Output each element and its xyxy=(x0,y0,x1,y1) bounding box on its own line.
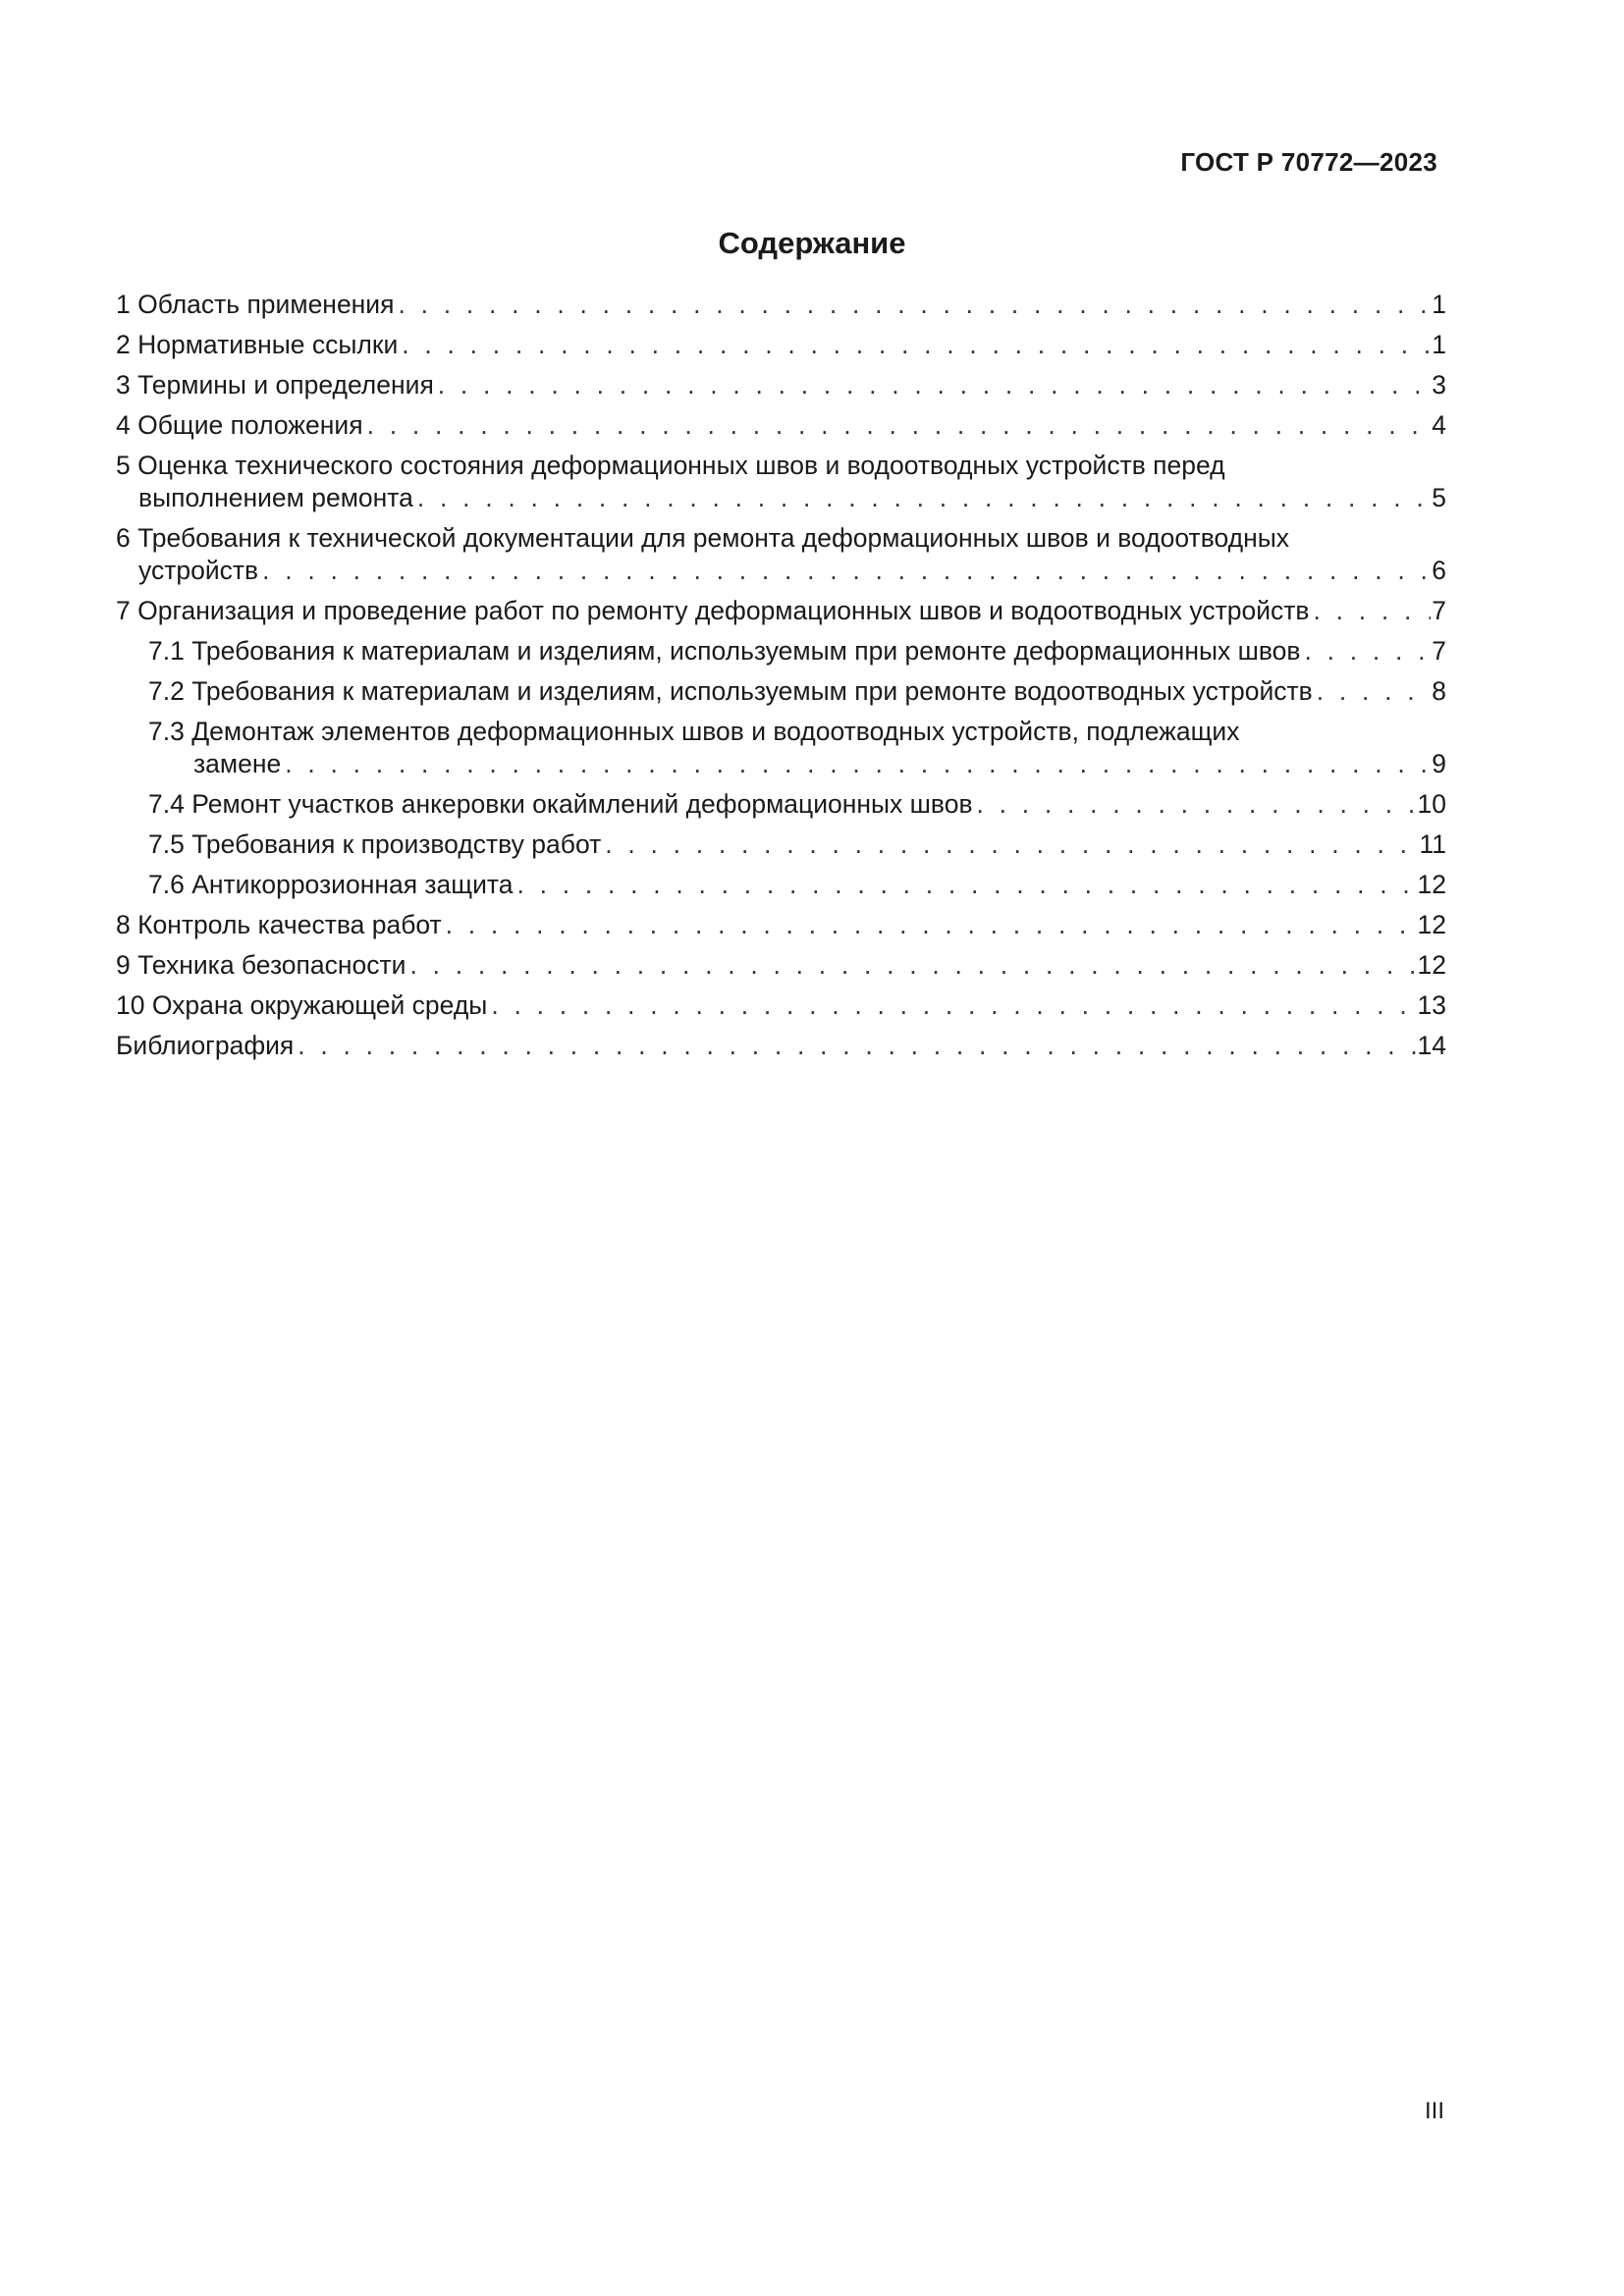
toc-entry-text: 7.4 Ремонт участков анкеровки окаймлений деформационных швов xyxy=(148,789,973,819)
dot-leader xyxy=(402,329,1431,361)
dot-leader xyxy=(977,788,1417,821)
toc-entry[interactable] xyxy=(116,909,1446,941)
toc-title: Содержание xyxy=(718,226,906,260)
toc-entry-text: 1 Область применения xyxy=(116,290,395,319)
toc-entry[interactable] xyxy=(116,409,1446,442)
toc-entry-page: 11 xyxy=(1419,829,1446,859)
toc-entry-text: 8 Контроль качества работ xyxy=(116,910,442,939)
table-of-contents xyxy=(116,289,1446,1070)
toc-entry-page: 7 xyxy=(1432,636,1446,666)
toc-entry-page: 12 xyxy=(1417,870,1446,899)
dot-leader xyxy=(298,1030,1416,1062)
toc-entry[interactable] xyxy=(116,595,1446,627)
toc-entry[interactable] xyxy=(116,522,1446,587)
toc-entry-page: 12 xyxy=(1417,950,1446,980)
dot-leader xyxy=(398,289,1431,321)
toc-entry[interactable] xyxy=(116,716,1446,780)
toc-entry-page: 10 xyxy=(1417,789,1446,819)
toc-entry-page: 9 xyxy=(1432,749,1446,778)
toc-entry-text: 7.1 Требования к материалам и изделиям, используемым при ремонте деформационных швов xyxy=(148,636,1301,666)
dot-leader xyxy=(1317,675,1432,708)
toc-entry-page: 1 xyxy=(1432,330,1446,359)
toc-entry-text: 7.5 Требования к производству работ xyxy=(148,829,602,859)
toc-entry-text: 4 Общие положения xyxy=(116,410,363,440)
toc-entry-text: 7.6 Антикоррозионная защита xyxy=(148,870,514,899)
toc-entry-page: 12 xyxy=(1417,910,1446,939)
toc-entry[interactable] xyxy=(116,450,1446,514)
toc-entry[interactable] xyxy=(116,635,1446,667)
dot-leader xyxy=(516,869,1416,901)
dot-leader xyxy=(262,555,1431,587)
dot-leader xyxy=(285,748,1431,780)
toc-entry-text: устройств xyxy=(138,556,259,585)
toc-entry-text: 6 Требования к технической документации для ремонта деформационных швов и водоотводных xyxy=(116,523,1290,553)
toc-entry-text: 7.3 Демонтаж элементов деформационных швов и водоотводных устройств, подлежащих xyxy=(148,717,1240,746)
dot-leader xyxy=(409,949,1416,982)
toc-entry-page: 3 xyxy=(1432,370,1446,400)
dot-leader xyxy=(438,369,1431,401)
toc-entry-text: 7 Организация и проведение работ по ремонту деформационных швов и водоотводных устройств xyxy=(116,596,1310,625)
toc-entry[interactable] xyxy=(116,329,1446,361)
toc-entry-page: 8 xyxy=(1432,676,1446,706)
toc-entry-page: 4 xyxy=(1432,410,1446,440)
toc-entry-text: 10 Охрана окружающей среды xyxy=(116,990,488,1020)
toc-entry[interactable] xyxy=(116,788,1446,821)
toc-entry-text: Библиография xyxy=(116,1031,295,1060)
dot-leader xyxy=(1304,635,1431,667)
toc-entry[interactable] xyxy=(116,869,1446,901)
toc-entry-page: 6 xyxy=(1432,556,1446,585)
dot-leader xyxy=(491,989,1416,1022)
toc-entry-text: 3 Термины и определения xyxy=(116,370,434,400)
toc-entry-page: 1 xyxy=(1432,290,1446,319)
document-code: ГОСТ Р 70772—2023 xyxy=(1180,147,1437,177)
toc-entry[interactable] xyxy=(116,828,1446,861)
dot-leader xyxy=(1314,595,1432,627)
toc-entry[interactable] xyxy=(116,989,1446,1022)
toc-entry[interactable] xyxy=(116,369,1446,401)
toc-entry-text: 9 Техника безопасности xyxy=(116,950,406,980)
toc-entry[interactable] xyxy=(116,289,1446,321)
toc-entry[interactable] xyxy=(116,675,1446,708)
toc-entry-page: 7 xyxy=(1432,596,1446,625)
dot-leader xyxy=(367,409,1432,442)
toc-entry-text: 5 Оценка технического состояния деформационных швов и водоотводных устройств перед xyxy=(116,451,1225,480)
toc-entry-page: 5 xyxy=(1432,483,1446,512)
toc-entry-text: замене xyxy=(193,749,282,778)
toc-entry[interactable] xyxy=(116,949,1446,982)
toc-entry[interactable] xyxy=(116,1030,1446,1062)
dot-leader xyxy=(605,828,1418,861)
toc-entry-page: 13 xyxy=(1417,990,1446,1020)
toc-entry-text: 7.2 Требования к материалам и изделиям, используемым при ремонте водоотводных устройств xyxy=(148,676,1313,706)
dot-leader xyxy=(417,482,1431,514)
page-number: III xyxy=(1424,2098,1444,2124)
toc-entry-text: выполнением ремонта xyxy=(138,483,413,512)
dot-leader xyxy=(446,909,1417,941)
toc-entry-text: 2 Нормативные ссылки xyxy=(116,330,399,359)
toc-entry-page: 14 xyxy=(1417,1031,1446,1060)
